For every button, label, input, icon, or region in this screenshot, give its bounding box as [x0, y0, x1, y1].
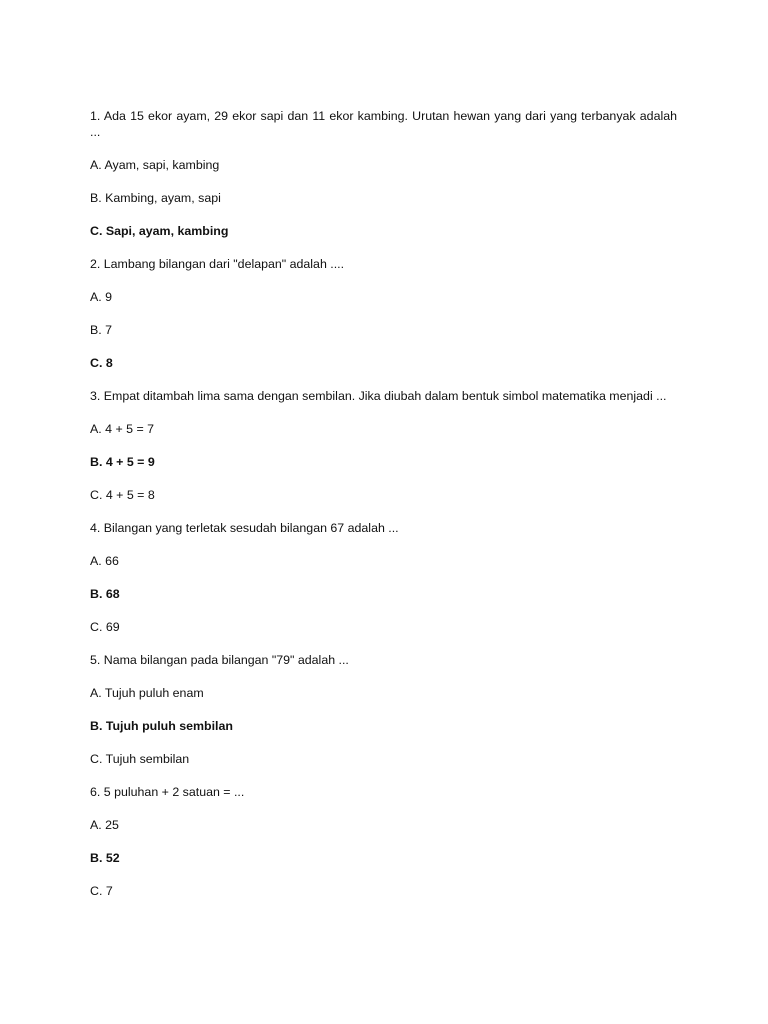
- question-text: 4. Bilangan yang terletak sesudah bilangan 67 adalah ...: [90, 521, 399, 535]
- option-c: C. Tujuh sembilan: [90, 752, 190, 766]
- option-a: A. 4 + 5 = 7: [90, 422, 155, 436]
- question-text: 2. Lambang bilangan dari "delapan" adalah ....: [90, 257, 345, 271]
- option-c-answer: C. Sapi, ayam, kambing: [90, 224, 229, 238]
- option-a: A. 9: [90, 290, 113, 304]
- question-2: [90, 256, 677, 371]
- option-c-answer: C. 8: [90, 356, 113, 370]
- question-3: [90, 388, 677, 503]
- option-a: A. Ayam, sapi, kambing: [90, 158, 220, 172]
- question-5: [90, 652, 677, 767]
- question-text: 1. Ada 15 ekor ayam, 29 ekor sapi dan 11 ekor kambing. Urutan hewan yang dari yang terbanyak adalah ...: [90, 109, 677, 139]
- question-text: 3. Empat ditambah lima sama dengan sembilan. Jika diubah dalam bentuk simbol matematika menjadi ...: [90, 389, 667, 403]
- option-b: B. 7: [90, 323, 113, 337]
- option-c: C. 69: [90, 620, 120, 634]
- question-1: [90, 108, 677, 239]
- question-text: 6. 5 puluhan + 2 satuan = ...: [90, 785, 245, 799]
- document-page: [90, 108, 677, 916]
- option-b-answer: B. 4 + 5 = 9: [90, 455, 155, 469]
- option-b: B. Kambing, ayam, sapi: [90, 191, 221, 205]
- option-a: A. 66: [90, 554, 119, 568]
- option-b-answer: B. 68: [90, 587, 120, 601]
- question-text: 5. Nama bilangan pada bilangan "79" adalah ...: [90, 653, 349, 667]
- option-b-answer: B. Tujuh puluh sembilan: [90, 719, 233, 733]
- option-c: C. 7: [90, 884, 113, 898]
- option-b-answer: B. 52: [90, 851, 120, 865]
- question-6: [90, 784, 677, 899]
- option-a: A. 25: [90, 818, 119, 832]
- option-c: C. 4 + 5 = 8: [90, 488, 155, 502]
- option-a: A. Tujuh puluh enam: [90, 686, 204, 700]
- question-4: [90, 520, 677, 635]
